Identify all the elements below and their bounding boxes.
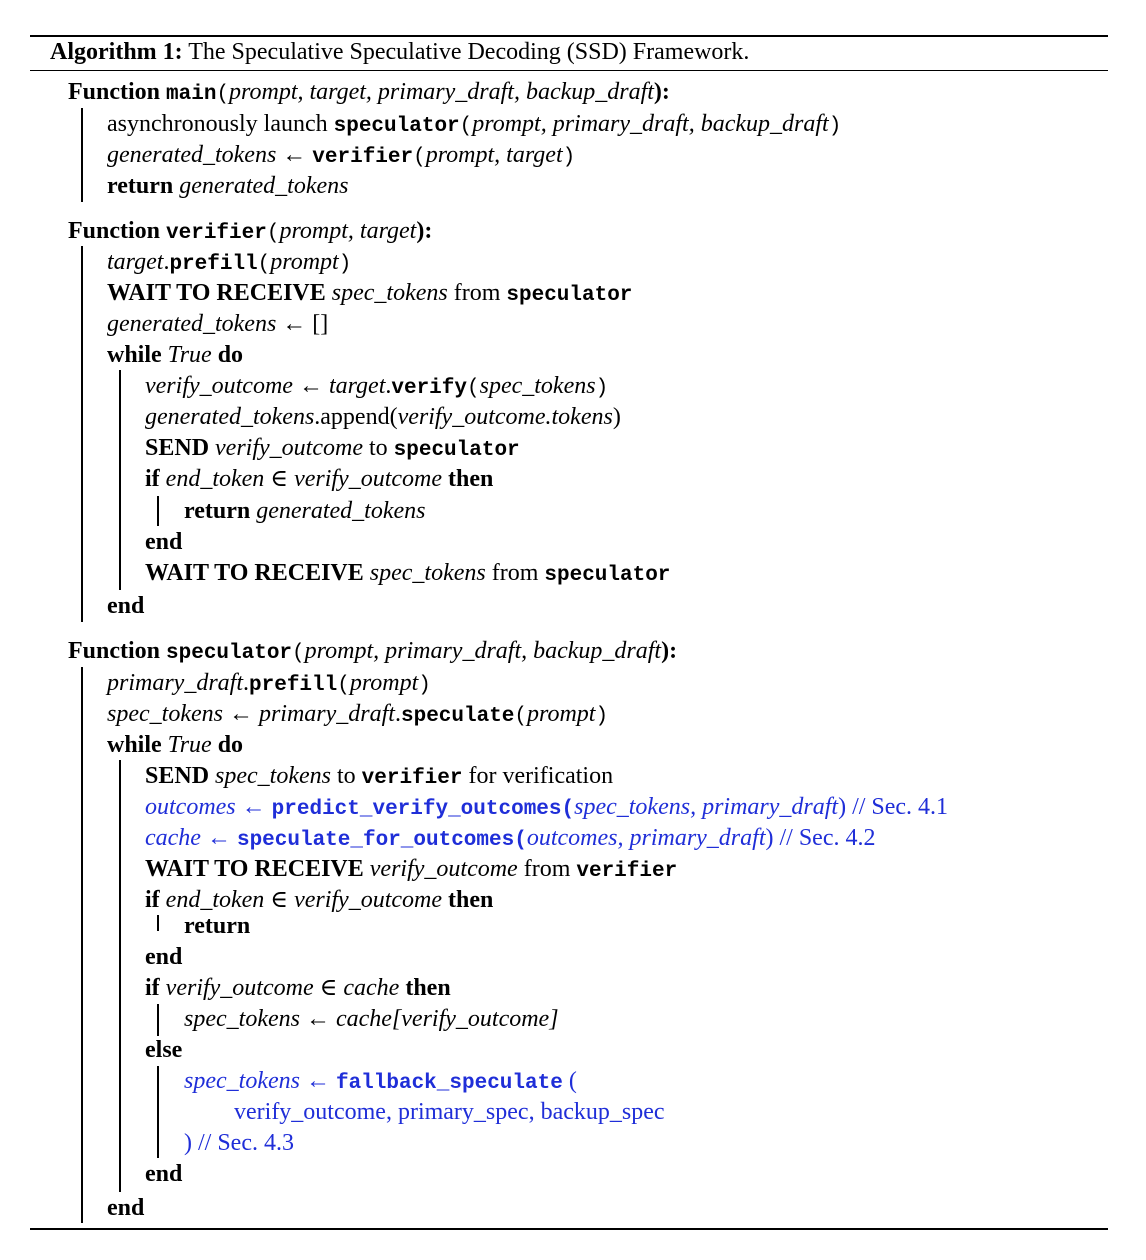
var: generated_tokens (179, 173, 349, 199)
algorithm-label: Algorithm 1: (50, 39, 183, 65)
do-keyword: do (217, 732, 244, 758)
text: to (337, 763, 356, 789)
var: spec_tokens (107, 701, 223, 727)
fn-prefill: prefill (169, 253, 258, 276)
paren: ) (338, 253, 352, 276)
arrow: ← (228, 701, 253, 727)
end-keyword: end (145, 944, 183, 970)
paren: ) (595, 377, 609, 400)
var: generated_tokens (145, 404, 315, 430)
then-keyword: then (405, 975, 451, 1001)
paren: ( (292, 642, 305, 665)
fn-prefill: prefill (249, 674, 338, 697)
paren: ( (459, 115, 473, 138)
dot: . (243, 670, 250, 696)
var: target (328, 373, 386, 399)
speculator-header (68, 637, 677, 668)
paren: ): (416, 218, 433, 244)
wait-keyword: WAIT TO RECEIVE (145, 560, 364, 586)
fallback-args: verify_outcome, primary_spec, backup_spec (234, 1099, 665, 1125)
text: from (523, 856, 571, 882)
speculator-line-3 (145, 762, 613, 793)
main-line-1 (107, 110, 841, 141)
paren: ) (612, 404, 621, 430)
main-line-3 (107, 172, 349, 200)
do-keyword: do (217, 342, 244, 368)
verifier-line-6 (145, 434, 520, 465)
then-keyword: then (448, 887, 494, 913)
comment-sec-4-1: ) // Sec. 4.1 (838, 794, 949, 820)
speculator-while-end (107, 1194, 144, 1222)
verifier-line-3 (107, 310, 328, 338)
var: prompt (270, 249, 339, 275)
in-symbol: ∈ (319, 975, 338, 1001)
arrow: ← (282, 311, 307, 337)
var: generated_tokens (107, 142, 277, 168)
paren: ) (828, 115, 842, 138)
speculator-else-body-2 (234, 1098, 665, 1126)
top-rule (30, 35, 1108, 37)
return-keyword: return (184, 913, 251, 939)
speculator-args: prompt, primary_draft, backup_draft (304, 638, 662, 664)
comment-sec-4-2: ) // Sec. 4.2 (765, 825, 876, 851)
speculator-if-1 (145, 886, 493, 914)
end-keyword: end (107, 1195, 145, 1221)
var: generated_tokens (256, 498, 426, 524)
verifier-if (145, 465, 493, 493)
spec-for-args: outcomes, primary_draft (526, 825, 766, 851)
dot: . (385, 373, 392, 399)
if-keyword: if (145, 887, 160, 913)
speculator-else (145, 1036, 182, 1064)
paren: ): (653, 79, 670, 105)
speculator-line-2 (107, 700, 608, 731)
arrow: ← (305, 1068, 330, 1094)
var: verify_outcome (294, 466, 442, 492)
paren: ( (266, 222, 280, 245)
wait-keyword: WAIT TO RECEIVE (107, 280, 326, 306)
speculator-else-body-1 (184, 1067, 577, 1098)
main-header (68, 78, 670, 109)
fn-verifier: verifier (576, 860, 678, 883)
fn-speculate-for-outcomes: speculate_for_outcomes( (236, 829, 527, 852)
fn-speculator: speculator (544, 564, 671, 587)
arrow: ← (282, 142, 307, 168)
main-args: prompt, target, primary_draft, backup_draft (229, 79, 654, 105)
verifier-line-2 (107, 279, 632, 310)
var: cache (343, 975, 400, 1001)
algorithm-title: The Speculative Speculative Decoding (SSD) Framework. (188, 39, 750, 65)
return-keyword: return (107, 173, 174, 199)
main-line-2 (107, 141, 575, 172)
fn-verifier: verifier (361, 767, 463, 790)
var: primary_draft (258, 701, 395, 727)
paren: ) (595, 705, 609, 728)
send-keyword: SEND (145, 435, 210, 461)
cache-lookup: cache[verify_outcome] (335, 1006, 559, 1032)
in-symbol: ∈ (270, 887, 289, 913)
verifier-line-5 (145, 403, 621, 431)
paren: ( (216, 83, 230, 106)
fn-speculator: speculator (506, 284, 633, 307)
then-keyword: then (448, 466, 494, 492)
speculator-if2-bar (157, 1004, 159, 1036)
speculator-if-2 (145, 974, 451, 1002)
text: to (368, 435, 388, 461)
text: from (453, 280, 501, 306)
fn-verify: verify (391, 377, 467, 400)
paren: ( (514, 705, 528, 728)
verifier-if-bar (157, 496, 159, 526)
true-literal: True (167, 732, 212, 758)
var: end_token (165, 887, 265, 913)
var: verify_outcome (369, 856, 518, 882)
function-keyword: Function (68, 638, 161, 664)
speculator-block-bar (81, 667, 83, 1223)
var: spec_tokens (184, 1068, 300, 1094)
speculator-else-bar (157, 1066, 159, 1158)
caption-rule (30, 70, 1108, 71)
end-keyword: end (145, 529, 183, 555)
function-keyword: Function (68, 79, 161, 105)
var: verify_outcome (165, 975, 314, 1001)
main-block-bar (81, 108, 83, 202)
speculator-else-body-3 (184, 1129, 294, 1157)
speculator-line-1 (107, 669, 431, 700)
fn-predict-verify-outcomes: predict_verify_outcomes( (271, 798, 575, 821)
speculator-args: prompt, primary_draft, backup_draft (472, 111, 829, 137)
text: append( (320, 404, 398, 430)
var: generated_tokens (107, 311, 277, 337)
fn-speculator: speculator (166, 642, 293, 665)
paren: ( (467, 377, 480, 400)
text: for verification (468, 763, 614, 789)
verifier-args: prompt, target (425, 142, 563, 168)
speculator-if-1-body (184, 912, 250, 940)
verifier-if-end (145, 528, 182, 556)
paren: ): (661, 638, 678, 664)
verifier-if-body (184, 497, 426, 525)
fn-speculate: speculate (400, 705, 515, 728)
speculator-if-1-end (145, 943, 182, 971)
end-keyword: end (107, 593, 145, 619)
paren: ( (337, 674, 350, 697)
if-keyword: if (145, 975, 160, 1001)
end-keyword: end (145, 1161, 183, 1187)
verifier-line-1 (107, 248, 351, 279)
bottom-rule (30, 1228, 1108, 1230)
var: verify_outcome (145, 373, 293, 399)
var: primary_draft (107, 670, 244, 696)
comment-sec-4-3: ) // Sec. 4.3 (184, 1130, 294, 1156)
text: from (491, 560, 539, 586)
verifier-while-bar (119, 370, 121, 590)
fn-verifier: verifier (166, 222, 267, 245)
speculator-while (107, 731, 243, 759)
if-keyword: if (145, 466, 160, 492)
verifier-block-bar (81, 246, 83, 622)
else-keyword: else (145, 1037, 183, 1063)
paren: ( (413, 146, 426, 169)
fn-speculator: speculator (393, 439, 520, 462)
in-symbol: ∈ (270, 466, 289, 492)
speculator-else-end (145, 1160, 182, 1188)
speculator-line-6 (145, 855, 677, 886)
var: prompt (527, 701, 596, 727)
dot: . (163, 249, 170, 275)
speculator-if-2-body (184, 1005, 559, 1033)
verifier-line-4 (145, 372, 608, 403)
while-keyword: while (107, 732, 162, 758)
var: spec_tokens (479, 373, 596, 399)
var: spec_tokens (184, 1006, 300, 1032)
var: spec_tokens (215, 763, 331, 789)
verifier-line-7 (145, 559, 670, 590)
arrow: ← (206, 825, 231, 851)
paren: ( (568, 1068, 577, 1094)
var: verify_outcome.tokens (397, 404, 613, 430)
var: verify_outcome (294, 887, 442, 913)
speculator-if1-bar (157, 915, 159, 931)
var: cache (145, 825, 201, 851)
var: outcomes (145, 794, 236, 820)
algorithm-caption (50, 38, 749, 66)
var: target (107, 249, 164, 275)
arrow: ← (241, 794, 266, 820)
true-literal: True (167, 342, 212, 368)
fn-verifier: verifier (312, 146, 414, 169)
speculator-line-5 (145, 824, 875, 855)
arrow: ← (298, 373, 323, 399)
arrow: ← (305, 1006, 330, 1032)
fn-fallback-speculate: fallback_speculate (335, 1072, 563, 1095)
paren: ( (257, 253, 271, 276)
speculator-line-4 (145, 793, 948, 824)
verifier-while (107, 341, 243, 369)
fn-speculator: speculator (333, 115, 460, 138)
paren: ) (562, 146, 576, 169)
send-keyword: SEND (145, 763, 210, 789)
verifier-args: prompt, target (279, 218, 417, 244)
text: asynchronously launch (107, 111, 328, 137)
dot: . (314, 404, 321, 430)
var: end_token (165, 466, 265, 492)
speculator-while-bar (119, 760, 121, 1192)
verifier-while-end (107, 592, 144, 620)
empty-list: [] (312, 311, 329, 337)
dot: . (394, 701, 401, 727)
var: spec_tokens (369, 560, 486, 586)
while-keyword: while (107, 342, 162, 368)
function-keyword: Function (68, 218, 161, 244)
var: spec_tokens (331, 280, 448, 306)
var: verify_outcome (215, 435, 363, 461)
var: prompt (349, 670, 419, 696)
predict-args: spec_tokens, primary_draft (574, 794, 839, 820)
verifier-header (68, 217, 432, 248)
fn-main: main (166, 83, 217, 106)
return-keyword: return (184, 498, 251, 524)
paren: ) (418, 674, 431, 697)
wait-keyword: WAIT TO RECEIVE (145, 856, 364, 882)
